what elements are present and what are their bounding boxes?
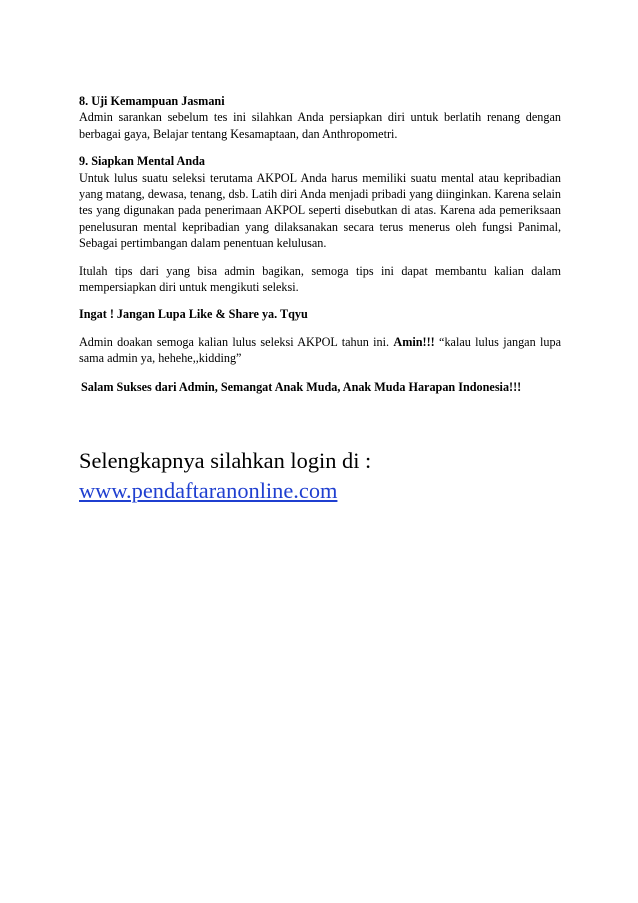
login-prompt: Selengkapnya silahkan login di : bbox=[79, 448, 372, 474]
document-page bbox=[79, 93, 561, 506]
prayer-block bbox=[79, 334, 561, 367]
closing-block bbox=[81, 379, 561, 395]
section-9-heading: 9. Siapkan Mental Anda bbox=[79, 154, 205, 169]
tips-paragraph-block bbox=[79, 263, 561, 296]
section-9 bbox=[79, 153, 561, 251]
prayer-text-start: Admin doakan semoga kalian lulus seleksi AKPOL tahun ini. bbox=[79, 334, 394, 349]
section-8-heading: 8. Uji Kemampuan Jasmani bbox=[79, 94, 225, 108]
prayer-amin: Amin!!! bbox=[393, 334, 435, 349]
login-block bbox=[79, 446, 561, 506]
section-9-body: Untuk lulus suatu seleksi terutama AKPOL Anda harus memiliki suatu mental atau kepribadian yang matang, dewasa, tenang, dsb. Latih diri Anda menjadi pribadi yang diinginkan. Karena selain tes yang digunakan pada penerimaan AKPOL seperti disebutkan di atas. Karena ada pemeriksaan penelusuran mental kepribadian yang dilaksanakan secara terus menerus oleh fungsi Panimal, Sebagai pertimbangan dalam penentuan kelulusan. bbox=[79, 170, 561, 251]
tips-paragraph: Itulah tips dari yang bisa admin bagikan, semoga tips ini dapat membantu kalian dalam mempersiapkan diri untuk mengikuti seleksi. bbox=[79, 263, 561, 295]
prayer-paragraph bbox=[79, 334, 561, 367]
prayer-text-end: “kalau lulus jangan lupa sama admin ya, hehehe,,kidding” bbox=[79, 334, 561, 366]
closing-text: Salam Sukses dari Admin, Semangat Anak Muda, Anak Muda Harapan Indonesia!!! bbox=[81, 379, 522, 394]
section-8-body: Admin sarankan sebelum tes ini silahkan Anda persiapkan diri untuk berlatih renang dengan berbagai gaya, Belajar tentang Kesamaptaan, dan Anthropometri. bbox=[79, 110, 561, 141]
reminder-block bbox=[79, 306, 561, 322]
login-link[interactable]: www.pendaftaranonline.com bbox=[79, 478, 338, 504]
section-8 bbox=[79, 93, 561, 142]
reminder-text: Ingat ! Jangan Lupa Like & Share ya. Tqyu bbox=[79, 307, 308, 322]
